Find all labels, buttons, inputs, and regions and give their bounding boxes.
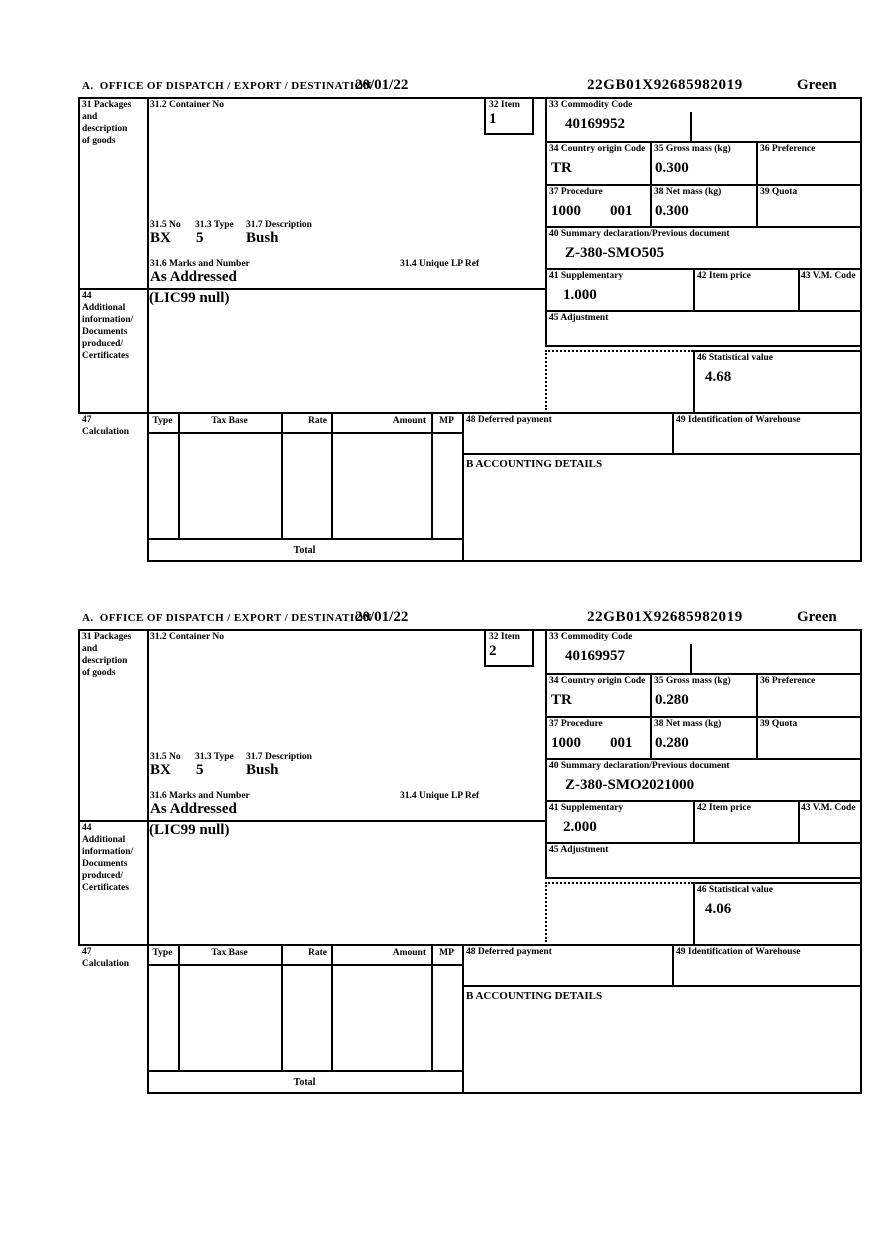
marks-value: As Addressed bbox=[150, 269, 237, 285]
box44-label-line4: Documents bbox=[82, 859, 128, 869]
calc-col-amount-header: Amount bbox=[392, 948, 426, 958]
declaration-date: 20/01/22 bbox=[355, 609, 409, 625]
supplementary-label: 41 Supplementary bbox=[549, 271, 624, 281]
office-of-dispatch-label: A. OFFICE OF DISPATCH / EXPORT / DESTINATION bbox=[82, 612, 372, 624]
preference-label: 36 Preference bbox=[760, 144, 816, 154]
previous-document-label: 40 Summary declaration/Previous document bbox=[549, 229, 730, 239]
warehouse-id-label: 49 Identification of Warehouse bbox=[676, 947, 801, 957]
accounting-details-label: B ACCOUNTING DETAILS bbox=[466, 990, 603, 1002]
calc-col-divider-2 bbox=[281, 944, 283, 1070]
box44-label-line3: information/ bbox=[82, 315, 134, 325]
box47-label-line2: Calculation bbox=[82, 427, 129, 437]
calc-col-taxbase-header: Tax Base bbox=[211, 416, 248, 426]
box44-label-line3: information/ bbox=[82, 847, 134, 857]
box34-37-divider-b bbox=[756, 141, 758, 226]
box34-row-bottom-border bbox=[545, 716, 862, 718]
calc-header-bottom-border bbox=[147, 964, 462, 966]
packages-type-label: 31.3 Type bbox=[195, 752, 234, 762]
box41-divider-a bbox=[693, 268, 695, 310]
box44-label-line4: Documents bbox=[82, 327, 128, 337]
goods-description-label: 31.7 Description bbox=[246, 752, 312, 762]
deferred-payment-label: 48 Deferred payment bbox=[466, 415, 552, 425]
calc-col-type-header: Type bbox=[152, 948, 173, 958]
box44-label-line6: Certificates bbox=[82, 351, 129, 361]
table-right-border bbox=[860, 629, 862, 1094]
box37-row-bottom-border bbox=[545, 758, 862, 760]
packages-no-value: BX bbox=[150, 762, 171, 778]
calc-col-divider-1 bbox=[178, 944, 180, 1070]
marks-label: 31.6 Marks and Number bbox=[150, 791, 250, 801]
declaration-item-block-2 bbox=[0, 592, 882, 1124]
gross-mass-label: 35 Gross mass (kg) bbox=[654, 676, 731, 686]
item-price-label: 42 Item price bbox=[697, 271, 751, 281]
mrn-number: 22GB01X92685982019 bbox=[587, 609, 743, 625]
item-number-label: 32 Item bbox=[489, 632, 520, 642]
label-column-divider bbox=[147, 97, 149, 562]
box34-row-bottom-border bbox=[545, 184, 862, 186]
goods-description-value: Bush bbox=[246, 762, 279, 778]
box31-label-line4: of goods bbox=[82, 136, 116, 146]
table-top-border bbox=[78, 629, 862, 631]
calc-col-amount-header: Amount bbox=[392, 416, 426, 426]
commodity-code-value: 40169952 bbox=[565, 116, 625, 132]
procedure-code2-value: 001 bbox=[610, 735, 633, 751]
label-column-divider bbox=[147, 629, 149, 1094]
previous-document-value: Z-380-SMO505 bbox=[565, 245, 665, 261]
box45-bottom-border bbox=[545, 345, 862, 347]
box41-divider-b bbox=[798, 800, 800, 842]
calc-row-top-border bbox=[78, 412, 862, 414]
unique-lp-ref-label: 31.4 Unique LP Ref bbox=[400, 259, 480, 269]
box37-row-bottom-border bbox=[545, 226, 862, 228]
procedure-code-value: 1000 bbox=[551, 203, 581, 219]
dotted-divider-horizontal bbox=[545, 882, 693, 884]
box33-bottom-border bbox=[545, 141, 862, 143]
calc-body-bottom-border bbox=[147, 1070, 462, 1072]
calc-col-rate-header: Rate bbox=[308, 948, 327, 958]
right-column-divider bbox=[545, 97, 547, 347]
statistical-value-label: 46 Statistical value bbox=[697, 885, 773, 895]
container-no-label: 31.2 Container No bbox=[150, 100, 224, 110]
box44-label-line2: Additional bbox=[82, 835, 126, 845]
block-bottom-border bbox=[147, 560, 862, 562]
calc-col-divider-4 bbox=[431, 412, 433, 538]
origin-code-label: 34 Country origin Code bbox=[549, 144, 646, 154]
declaration-date: 20/01/22 bbox=[355, 77, 409, 93]
box41-divider-b bbox=[798, 268, 800, 310]
goods-description-label: 31.7 Description bbox=[246, 220, 312, 230]
calc-col-rate-header: Rate bbox=[308, 416, 327, 426]
warehouse-id-label: 49 Identification of Warehouse bbox=[676, 415, 801, 425]
box46-top-border bbox=[693, 350, 862, 352]
vm-code-label: 43 V.M. Code bbox=[801, 803, 856, 813]
preference-label: 36 Preference bbox=[760, 676, 816, 686]
calc-col-divider-1 bbox=[178, 412, 180, 538]
box40-bottom-border bbox=[545, 800, 862, 802]
statistical-value-value: 4.06 bbox=[705, 901, 732, 917]
box48-49-divider bbox=[672, 944, 674, 985]
table-right-border bbox=[860, 97, 862, 562]
office-of-dispatch-label: A. OFFICE OF DISPATCH / EXPORT / DESTINATION bbox=[82, 80, 372, 92]
gross-mass-value: 0.300 bbox=[655, 160, 689, 176]
calc-right-border bbox=[462, 944, 464, 1092]
declaration-item-block-1 bbox=[0, 60, 882, 592]
net-mass-value: 0.280 bbox=[655, 735, 689, 751]
box31-label-line3: description bbox=[82, 124, 128, 134]
calc-body-bottom-border bbox=[147, 538, 462, 540]
previous-document-value: Z-380-SMO2021000 bbox=[565, 777, 695, 793]
net-mass-label: 38 Net mass (kg) bbox=[654, 187, 722, 197]
item-number-label: 32 Item bbox=[489, 100, 520, 110]
packages-type-value: 5 bbox=[196, 762, 204, 778]
item-number-box bbox=[484, 629, 534, 667]
item-price-label: 42 Item price bbox=[697, 803, 751, 813]
vm-code-label: 43 V.M. Code bbox=[801, 271, 856, 281]
adjustment-label: 45 Adjustment bbox=[549, 313, 609, 323]
additional-info-value: (LIC99 null) bbox=[149, 290, 230, 306]
dotted-divider-vertical bbox=[545, 350, 547, 410]
box46-top-border bbox=[693, 882, 862, 884]
box41-row-bottom-border bbox=[545, 842, 862, 844]
box31-label-line1: 31 Packages bbox=[82, 632, 132, 642]
box44-label-line6: Certificates bbox=[82, 883, 129, 893]
calc-col-divider-3 bbox=[331, 944, 333, 1070]
box46-left-border bbox=[693, 350, 695, 412]
supplementary-value: 1.000 bbox=[563, 287, 597, 303]
routing-status: Green bbox=[797, 609, 837, 625]
box48-bottom-border bbox=[462, 985, 862, 987]
right-column-divider bbox=[545, 629, 547, 879]
table-top-border bbox=[78, 97, 862, 99]
origin-code-value: TR bbox=[551, 692, 572, 708]
previous-document-label: 40 Summary declaration/Previous document bbox=[549, 761, 730, 771]
block-bottom-border bbox=[147, 1092, 862, 1094]
box34-37-divider-a bbox=[650, 141, 652, 226]
gross-mass-value: 0.280 bbox=[655, 692, 689, 708]
item-number-value: 2 bbox=[489, 643, 497, 659]
quota-label: 39 Quota bbox=[760, 187, 798, 197]
packages-type-label: 31.3 Type bbox=[195, 220, 234, 230]
box31-label-line2: and bbox=[82, 644, 98, 654]
calc-total-label: Total bbox=[293, 1077, 316, 1088]
calc-header-bottom-border bbox=[147, 432, 462, 434]
container-no-label: 31.2 Container No bbox=[150, 632, 224, 642]
box31-label-line1: 31 Packages bbox=[82, 100, 132, 110]
supplementary-value: 2.000 bbox=[563, 819, 597, 835]
packages-type-value: 5 bbox=[196, 230, 204, 246]
box45-bottom-border bbox=[545, 877, 862, 879]
procedure-code2-value: 001 bbox=[610, 203, 633, 219]
box44-label-line1: 44 bbox=[82, 291, 92, 301]
box47-label-line1: 47 bbox=[82, 415, 92, 425]
procedure-label: 37 Procedure bbox=[549, 719, 603, 729]
net-mass-label: 38 Net mass (kg) bbox=[654, 719, 722, 729]
goods-description-value: Bush bbox=[246, 230, 279, 246]
quota-label: 39 Quota bbox=[760, 719, 798, 729]
commodity-code-label: 33 Commodity Code bbox=[549, 632, 633, 642]
net-mass-value: 0.300 bbox=[655, 203, 689, 219]
calc-col-divider-4 bbox=[431, 944, 433, 1070]
box44-label-line1: 44 bbox=[82, 823, 92, 833]
box44-label-line2: Additional bbox=[82, 303, 126, 313]
box31-label-line4: of goods bbox=[82, 668, 116, 678]
packages-no-value: BX bbox=[150, 230, 171, 246]
mrn-number: 22GB01X92685982019 bbox=[587, 77, 743, 93]
additional-info-value: (LIC99 null) bbox=[149, 822, 230, 838]
routing-status: Green bbox=[797, 77, 837, 93]
calc-right-border bbox=[462, 412, 464, 560]
origin-code-value: TR bbox=[551, 160, 572, 176]
statistical-value-label: 46 Statistical value bbox=[697, 353, 773, 363]
origin-code-label: 34 Country origin Code bbox=[549, 676, 646, 686]
procedure-code-value: 1000 bbox=[551, 735, 581, 751]
calc-col-mp-header: MP bbox=[439, 416, 454, 426]
packages-no-label: 31.5 No bbox=[150, 752, 181, 762]
box41-divider-a bbox=[693, 800, 695, 842]
calc-col-type-header: Type bbox=[152, 416, 173, 426]
box47-label-line1: 47 bbox=[82, 947, 92, 957]
marks-label: 31.6 Marks and Number bbox=[150, 259, 250, 269]
box33-inner-divider bbox=[690, 644, 692, 673]
calc-col-taxbase-header: Tax Base bbox=[211, 948, 248, 958]
deferred-payment-label: 48 Deferred payment bbox=[466, 947, 552, 957]
statistical-value-value: 4.68 bbox=[705, 369, 732, 385]
procedure-label: 37 Procedure bbox=[549, 187, 603, 197]
adjustment-label: 45 Adjustment bbox=[549, 845, 609, 855]
box48-bottom-border bbox=[462, 453, 862, 455]
box46-left-border bbox=[693, 882, 695, 944]
unique-lp-ref-label: 31.4 Unique LP Ref bbox=[400, 791, 480, 801]
box48-49-divider bbox=[672, 412, 674, 453]
box33-inner-divider bbox=[690, 112, 692, 141]
calc-col-mp-header: MP bbox=[439, 948, 454, 958]
box34-37-divider-b bbox=[756, 673, 758, 758]
dotted-divider-horizontal bbox=[545, 350, 693, 352]
calc-row-top-border bbox=[78, 944, 862, 946]
box44-label-line5: produced/ bbox=[82, 339, 124, 349]
calc-col-divider-2 bbox=[281, 412, 283, 538]
box47-label-line2: Calculation bbox=[82, 959, 129, 969]
dotted-divider-vertical bbox=[545, 882, 547, 942]
box40-bottom-border bbox=[545, 268, 862, 270]
box41-row-bottom-border bbox=[545, 310, 862, 312]
supplementary-label: 41 Supplementary bbox=[549, 803, 624, 813]
table-left-border bbox=[78, 97, 80, 414]
packages-no-label: 31.5 No bbox=[150, 220, 181, 230]
table-left-border bbox=[78, 629, 80, 946]
box31-label-line3: description bbox=[82, 656, 128, 666]
calc-col-divider-3 bbox=[331, 412, 333, 538]
commodity-code-value: 40169957 bbox=[565, 648, 625, 664]
box34-37-divider-a bbox=[650, 673, 652, 758]
item-number-box bbox=[484, 97, 534, 135]
box33-bottom-border bbox=[545, 673, 862, 675]
box31-label-line2: and bbox=[82, 112, 98, 122]
item-number-value: 1 bbox=[489, 111, 497, 127]
gross-mass-label: 35 Gross mass (kg) bbox=[654, 144, 731, 154]
commodity-code-label: 33 Commodity Code bbox=[549, 100, 633, 110]
calc-total-label: Total bbox=[293, 545, 316, 556]
box44-label-line5: produced/ bbox=[82, 871, 124, 881]
accounting-details-label: B ACCOUNTING DETAILS bbox=[466, 458, 603, 470]
marks-value: As Addressed bbox=[150, 801, 237, 817]
